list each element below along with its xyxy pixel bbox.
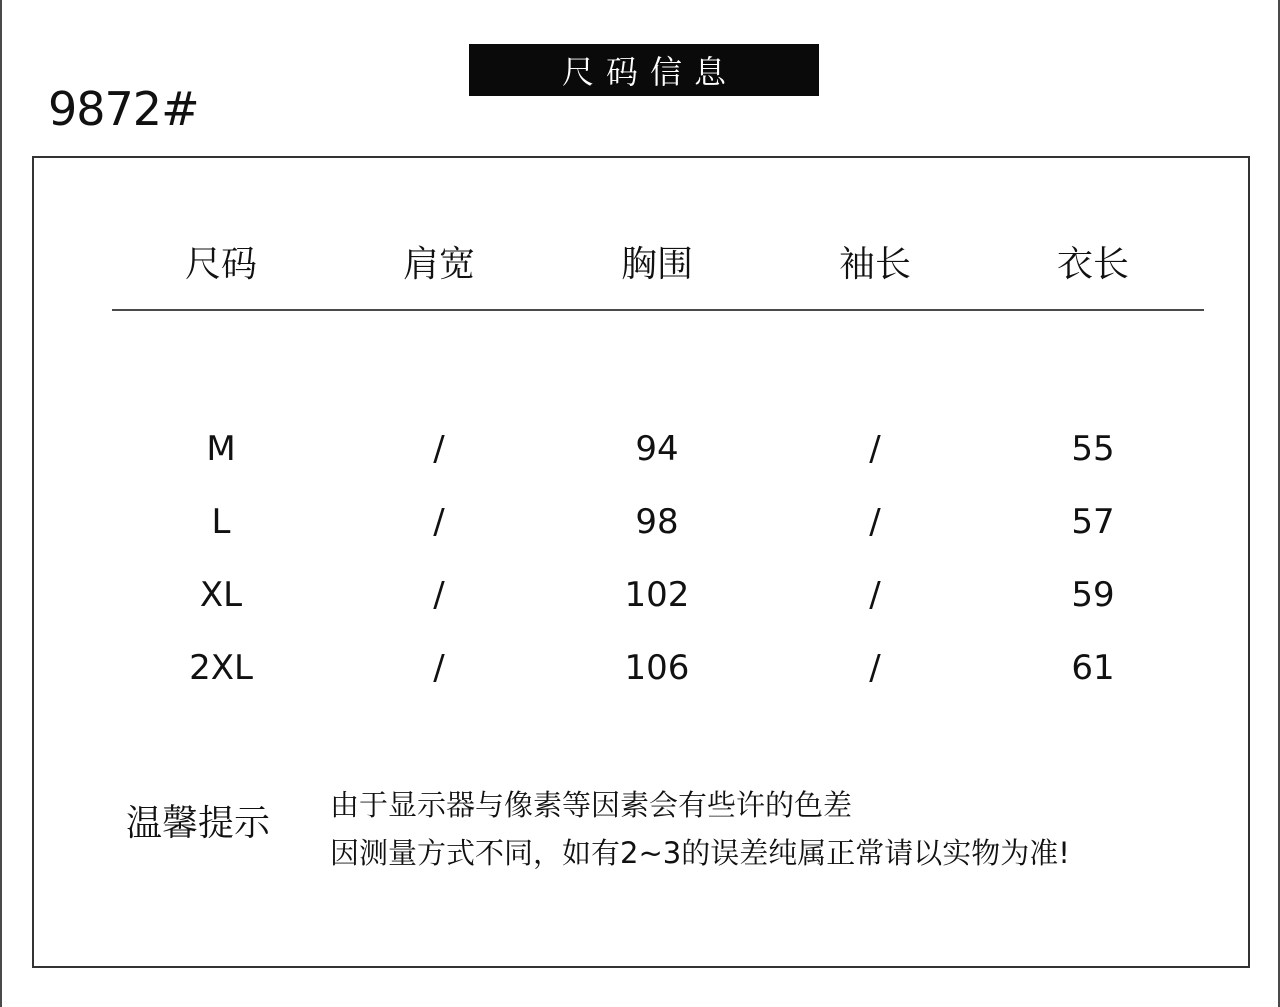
cell-chest: 98 [635,501,679,542]
table-body [112,412,1202,704]
notice-text [330,781,1070,877]
cell-size: L [211,501,231,542]
table-row [112,485,1202,558]
table-header [112,240,1202,290]
cell-length: 55 [1071,428,1115,469]
cell-chest: 94 [635,428,679,469]
cell-shoulder: / [433,574,445,615]
size-table-box [32,156,1250,968]
notice-label: 温馨提示 [126,803,271,844]
product-code: 9872# [48,82,199,136]
cell-shoulder: / [433,501,445,542]
cell-length: 59 [1071,574,1115,615]
table-row [112,558,1202,631]
size-info-banner: 尺码信息 [469,44,819,96]
header-shoulder: 肩宽 [402,244,475,285]
header-chest: 胸围 [620,244,693,285]
cell-length: 57 [1071,501,1115,542]
notice-line-measurement: 因测量方式不同，如有2~3的误差纯属正常请以实物为准! [330,836,1070,870]
cell-sleeve: / [869,501,881,542]
left-border [0,0,2,1007]
cell-sleeve: / [869,574,881,615]
table-row [112,631,1202,704]
cell-size: M [206,428,236,469]
cell-chest: 102 [624,574,690,615]
cell-length: 61 [1071,647,1115,688]
cell-size: XL [199,574,243,615]
header-sleeve: 袖长 [838,244,911,285]
cell-size: 2XL [189,647,253,688]
notice-line-color: 由于显示器与像素等因素会有些许的色差 [330,788,853,822]
header-divider [112,309,1204,311]
cell-shoulder: / [433,428,445,469]
cell-chest: 106 [624,647,690,688]
cell-sleeve: / [869,647,881,688]
table-row [112,412,1202,485]
header-size: 尺码 [184,244,257,285]
cell-shoulder: / [433,647,445,688]
header-length: 衣长 [1056,244,1129,285]
cell-sleeve: / [869,428,881,469]
